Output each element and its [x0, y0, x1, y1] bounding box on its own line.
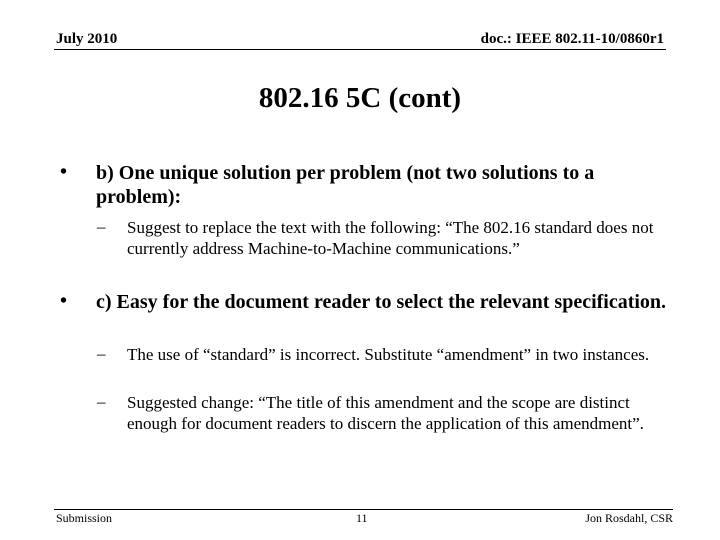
footer-divider	[54, 509, 673, 510]
footer-page-number: 11	[356, 511, 368, 525]
header-divider	[54, 49, 666, 50]
header-date: July 2010	[56, 31, 118, 47]
footer-author: Jon Rosdahl, CSR	[585, 511, 673, 525]
sub-bullet-text: Suggested change: “The title of this amendment and the scope are distinct enough for document readers to discern the application of this amendment”.	[127, 393, 644, 433]
sub-bullet-marker: –	[97, 217, 106, 236]
sub-bullet-marker: –	[97, 392, 106, 411]
sub-bullet-text: Suggest to replace the text with the following: “The 802.16 standard does not currently address Machine-to-Machine communications.”	[127, 218, 654, 258]
bullet-text: b) One unique solution per problem (not two solutions to a problem):	[96, 162, 595, 208]
footer-submission: Submission	[56, 511, 113, 525]
bullet-marker: •	[60, 161, 68, 183]
bullet-text: c) Easy for the document reader to select the relevant specification.	[96, 291, 667, 313]
slide-title: 802.16 5C (cont)	[258, 82, 462, 114]
sub-bullet-text: The use of “standard” is incorrect. Substitute “amendment” in two instances.	[127, 345, 650, 364]
sub-bullet-marker: –	[97, 344, 106, 363]
bullet-marker: •	[60, 290, 68, 312]
header-doc-id: doc.: IEEE 802.11-10/0860r1	[480, 31, 664, 47]
